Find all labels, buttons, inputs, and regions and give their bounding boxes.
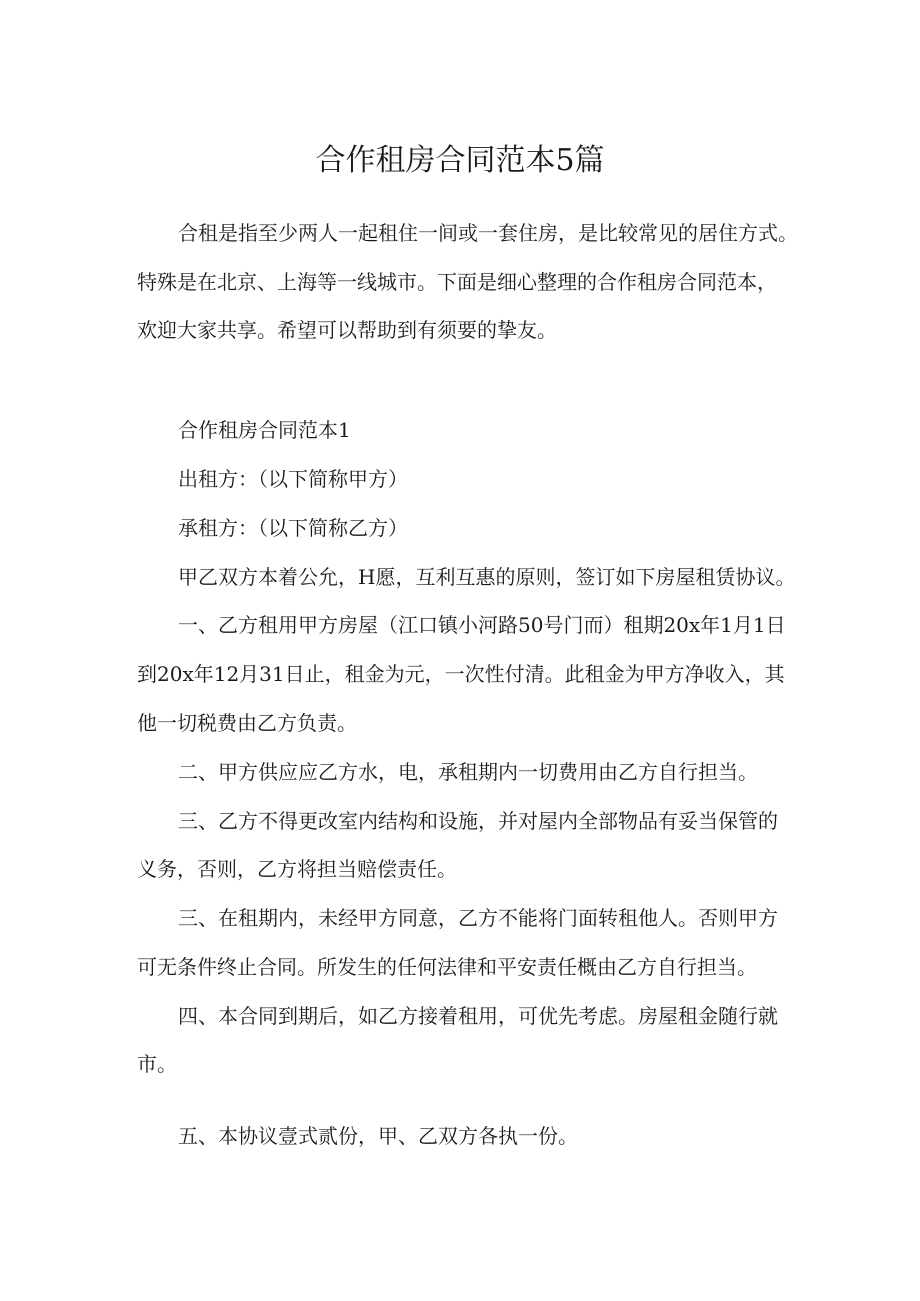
intro-line-2: 特殊是在北京、上海等一线城市。下面是细心整理的合作租房合同范本， <box>137 270 777 294</box>
clause-3a-line-2: 义务，否则，乙方将担当赔偿责任。 <box>137 857 457 881</box>
intro-line-1: 合租是指至少两人一起租住一间或一套住房，是比较常见的居住方式。 <box>178 221 798 245</box>
clause-3b-line-1: 三、在租期内，未经甲方同意，乙方不能将门面转租他人。否则甲方 <box>178 906 778 930</box>
intro-line-3: 欢迎大家共享。希望可以帮助到有须要的挚友。 <box>137 318 557 342</box>
clause-1-line-2: 到20x年12月31日止，租金为元，一次性付清。此租金为甲方净收入，其 <box>137 662 785 686</box>
clause-1-line-1: 一、乙方租用甲方房屋（江口镇小河路50号门而）租期20x年1月1日 <box>178 613 786 637</box>
clause-3b-line-2: 可无条件终止合同。所发生的任何法律和平安责任概由乙方自行担当。 <box>137 955 757 979</box>
clause-4-line-1: 四、本合同到期后，如乙方接着租用，可优先考虑。房屋租金随行就 <box>178 1004 778 1028</box>
clause-1-line-3: 他一切税费由乙方负责。 <box>137 711 357 735</box>
principle-line: 甲乙双方本着公允，H愿，互利互惠的原则，签订如下房屋租赁协议。 <box>178 565 796 589</box>
document-title: 合作租房合同范本5篇 <box>315 143 605 178</box>
clause-5-line: 五、本协议壹式贰份，甲、乙双方各执一份。 <box>178 1124 578 1148</box>
clause-3a-line-1: 三、乙方不得更改室内结构和设施，并对屋内全部物品有妥当保管的 <box>178 809 778 833</box>
lessor-line: 出租方：（以下简称甲方） <box>178 467 408 491</box>
clause-4-line-2: 市。 <box>137 1052 177 1076</box>
lessee-line: 承租方：（以下简称乙方） <box>178 516 408 540</box>
clause-2-line: 二、甲方供应应乙方水，电，承租期内一切费用由乙方自行担当。 <box>178 760 758 784</box>
section-heading: 合作租房合同范本1 <box>178 418 351 442</box>
